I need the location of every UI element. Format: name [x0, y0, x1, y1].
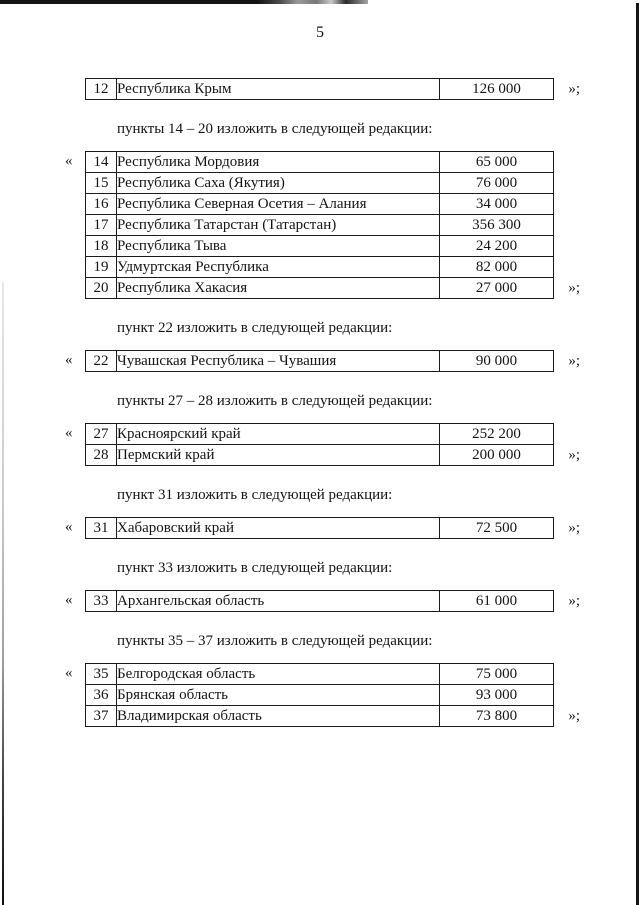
region-name-cell: Республика Тыва — [117, 236, 440, 257]
value-cell: 73 800 — [440, 706, 554, 727]
value-cell: 75 000 — [440, 664, 554, 685]
point-number-cell: 12 — [86, 79, 117, 100]
region-name-cell: Пермский край — [117, 445, 440, 466]
section-instruction: пункт 33 изложить в следующей редакции: — [117, 560, 393, 576]
value-cell: 252 200 — [440, 424, 554, 445]
region-name-cell: Чувашская Республика – Чувашия — [117, 351, 440, 372]
region-name-cell: Республика Мордовия — [117, 152, 440, 173]
page-number: 5 — [316, 24, 324, 41]
point-number-cell: 22 — [86, 351, 117, 372]
value-cell: 24 200 — [440, 236, 554, 257]
closing-quote-mark: »; — [568, 81, 580, 97]
scan-edge-top — [0, 0, 368, 4]
value-cell: 72 500 — [440, 518, 554, 539]
table-row — [86, 706, 554, 727]
region-name-cell: Удмуртская Республика — [117, 257, 440, 278]
table-row — [86, 173, 554, 194]
amendment-table-wrapper — [65, 423, 580, 466]
point-number-cell: 37 — [86, 706, 117, 727]
value-cell: 27 000 — [440, 278, 554, 299]
table-row — [86, 591, 554, 612]
point-number-cell: 27 — [86, 424, 117, 445]
value-cell: 200 000 — [440, 445, 554, 466]
amendment-table — [85, 350, 554, 372]
point-number-cell: 28 — [86, 445, 117, 466]
region-name-cell: Белгородская область — [117, 664, 440, 685]
table-row — [86, 424, 554, 445]
closing-quote-mark: »; — [568, 353, 580, 369]
table-row — [86, 518, 554, 539]
opening-quote-mark: « — [65, 352, 73, 368]
value-cell: 126 000 — [440, 79, 554, 100]
value-cell: 356 300 — [440, 215, 554, 236]
point-number-cell: 35 — [86, 664, 117, 685]
opening-quote-mark: « — [65, 425, 73, 441]
region-name-cell: Республика Северная Осетия – Алания — [117, 194, 440, 215]
closing-quote-mark: »; — [568, 593, 580, 609]
closing-quote-mark: »; — [568, 447, 580, 463]
region-name-cell: Республика Хакасия — [117, 278, 440, 299]
section-instruction: пункты 27 – 28 изложить в следующей редакции: — [117, 393, 433, 409]
table-row — [86, 664, 554, 685]
opening-quote-mark: « — [65, 153, 73, 169]
point-number-cell: 15 — [86, 173, 117, 194]
section-instruction: пункты 35 – 37 изложить в следующей редакции: — [117, 633, 433, 649]
value-cell: 34 000 — [440, 194, 554, 215]
amendment-table — [85, 517, 554, 539]
point-number-cell: 20 — [86, 278, 117, 299]
opening-quote-mark: « — [65, 519, 73, 535]
point-number-cell: 18 — [86, 236, 117, 257]
value-cell: 65 000 — [440, 152, 554, 173]
point-number-cell: 31 — [86, 518, 117, 539]
region-name-cell: Владимирская область — [117, 706, 440, 727]
table-row — [86, 79, 554, 100]
region-name-cell: Красноярский край — [117, 424, 440, 445]
table-row — [86, 215, 554, 236]
point-number-cell: 33 — [86, 591, 117, 612]
scan-edge-left — [2, 282, 4, 905]
value-cell: 76 000 — [440, 173, 554, 194]
amendment-table-wrapper — [65, 350, 580, 372]
amendment-table-wrapper — [65, 151, 580, 299]
opening-quote-mark: « — [65, 592, 73, 608]
region-name-cell: Республика Саха (Якутия) — [117, 173, 440, 194]
table-row — [86, 351, 554, 372]
opening-quote-mark: « — [65, 665, 73, 681]
region-name-cell: Брянская область — [117, 685, 440, 706]
amendment-table-wrapper — [65, 590, 580, 612]
scan-edge-right — [636, 3, 639, 905]
section-instruction: пункт 22 изложить в следующей редакции: — [117, 320, 393, 336]
amendment-table-wrapper — [85, 78, 580, 100]
amendment-table — [85, 590, 554, 612]
section-instruction: пункт 31 изложить в следующей редакции: — [117, 487, 393, 503]
table-row — [86, 278, 554, 299]
value-cell: 93 000 — [440, 685, 554, 706]
table-row — [86, 152, 554, 173]
closing-quote-mark: »; — [568, 708, 580, 724]
region-name-cell: Архангельская область — [117, 591, 440, 612]
amendment-table — [85, 423, 554, 466]
value-cell: 90 000 — [440, 351, 554, 372]
table-row — [86, 236, 554, 257]
region-name-cell: Республика Крым — [117, 79, 440, 100]
point-number-cell: 14 — [86, 152, 117, 173]
closing-quote-mark: »; — [568, 280, 580, 296]
region-name-cell: Республика Татарстан (Татарстан) — [117, 215, 440, 236]
region-name-cell: Хабаровский край — [117, 518, 440, 539]
point-number-cell: 36 — [86, 685, 117, 706]
section-instruction: пункты 14 – 20 изложить в следующей редакции: — [117, 121, 433, 137]
table-row — [86, 685, 554, 706]
amendment-table — [85, 151, 554, 299]
table-row — [86, 445, 554, 466]
point-number-cell: 19 — [86, 257, 117, 278]
point-number-cell: 16 — [86, 194, 117, 215]
closing-quote-mark: »; — [568, 520, 580, 536]
amendment-table-wrapper — [65, 517, 580, 539]
amendment-table-wrapper — [65, 663, 580, 727]
amendment-table — [85, 663, 554, 727]
table-row — [86, 194, 554, 215]
point-number-cell: 17 — [86, 215, 117, 236]
amendment-table — [85, 78, 554, 100]
value-cell: 61 000 — [440, 591, 554, 612]
table-row — [86, 257, 554, 278]
value-cell: 82 000 — [440, 257, 554, 278]
